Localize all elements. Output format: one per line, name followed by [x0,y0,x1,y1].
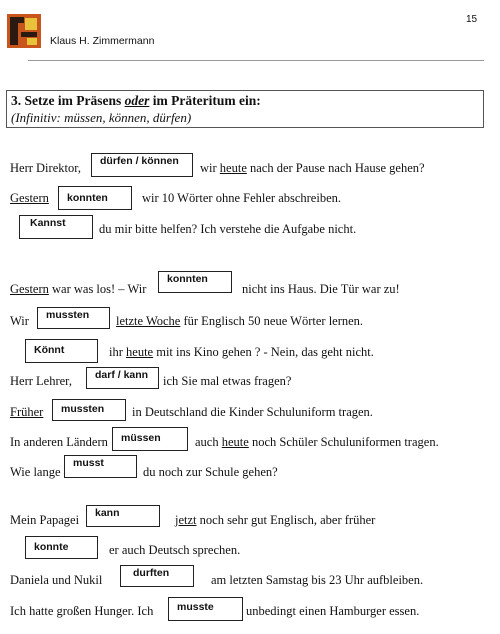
answer-field[interactable]: mussten [37,307,110,329]
answer-field[interactable]: durften [120,565,194,587]
header-divider [28,60,484,61]
answer-field[interactable]: mussten [52,399,126,421]
answer-field[interactable]: konnten [58,186,132,210]
answer-field[interactable]: musste [168,597,243,621]
answer-field[interactable]: kann [86,505,160,527]
answer-field[interactable]: darf / kann [86,367,159,389]
answer-field[interactable]: Kannst [19,215,93,239]
answer-field[interactable]: konnten [158,271,232,293]
page-number: 15 [466,14,478,25]
answer-field[interactable]: Könnt [25,339,98,363]
task-subtitle: (Infinitiv: müssen, können, dürfen) [11,110,192,125]
answer-field[interactable]: musst [64,455,137,478]
author-name: Klaus H. Zimmermann [50,35,155,47]
answer-field[interactable]: konnte [25,536,98,559]
daf-logo [7,14,41,48]
answer-field[interactable]: müssen [112,427,188,451]
task-title-oder: oder [124,93,150,108]
answer-field[interactable]: dürfen / können [91,153,193,177]
task-title: 3. Setze im Präsens oder im Präteritum ein: [11,93,261,108]
task-heading-box [6,90,484,128]
